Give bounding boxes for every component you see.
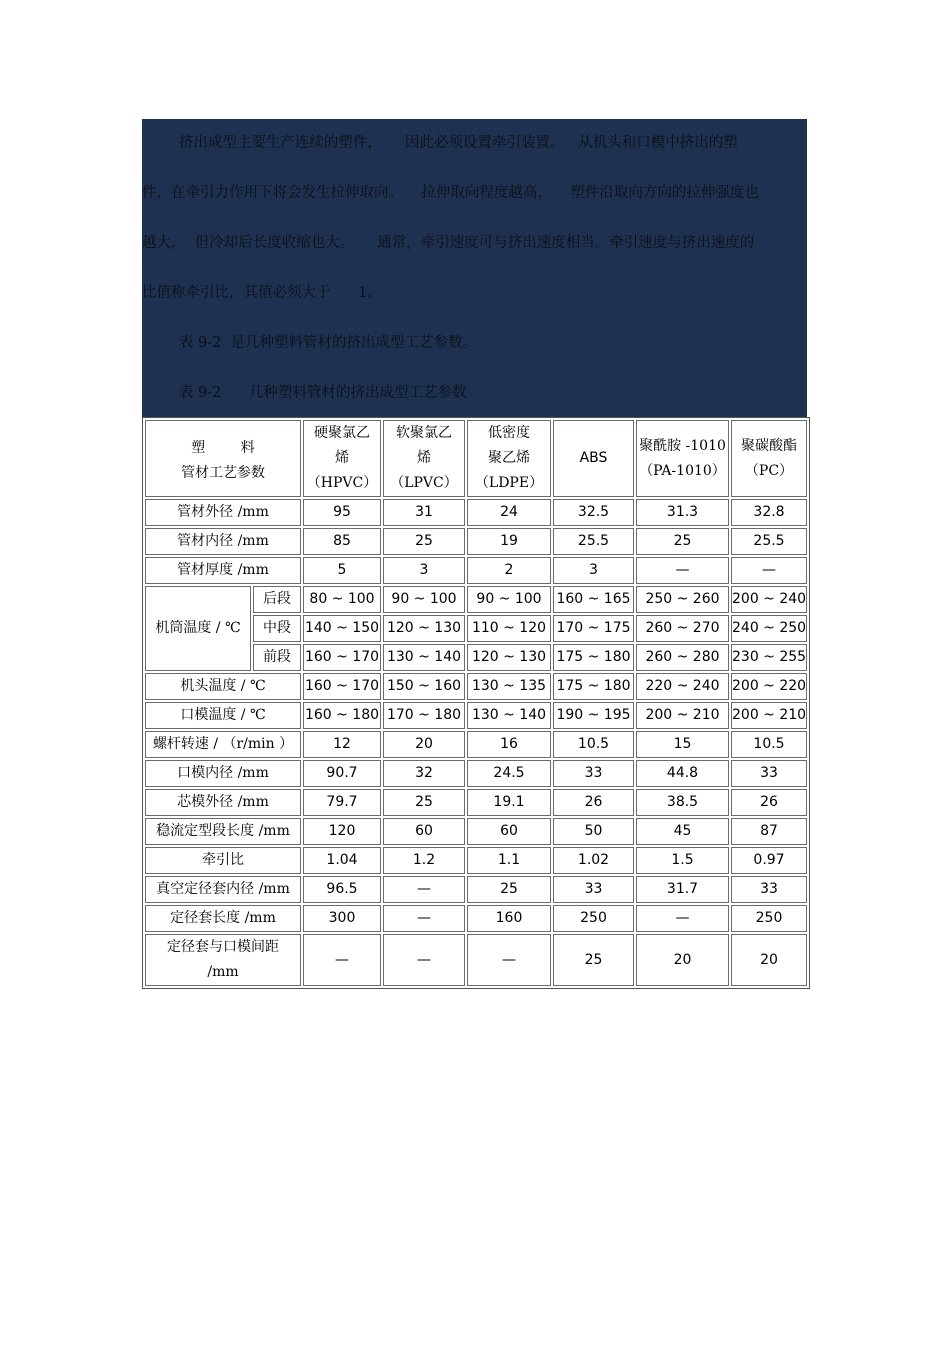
row-value: 38.5 [636, 789, 729, 816]
row-value: 25 [553, 934, 634, 986]
header-row [145, 420, 807, 497]
table-row [145, 528, 807, 555]
row-value: 1.2 [383, 847, 465, 874]
row-value: 200 ~ 220 [731, 673, 807, 700]
row-label: 定径套长度 /mm [145, 905, 301, 932]
row-value: 79.7 [303, 789, 381, 816]
row-value: 20 [383, 731, 465, 758]
row-value: 19.1 [467, 789, 551, 816]
row-value: 33 [731, 876, 807, 903]
barrel-temp-value: 175 ~ 180 [553, 644, 634, 671]
row-value: 25 [383, 789, 465, 816]
row-value: 25.5 [553, 528, 634, 555]
row-value: 170 ~ 180 [383, 702, 465, 729]
row-label: 口模内径 /mm [145, 760, 301, 787]
table-row [145, 557, 807, 584]
row-value: 45 [636, 818, 729, 845]
row-label-line1: 定径套与口模间距 [167, 939, 279, 955]
table-row [145, 760, 807, 787]
header-hpvc-l1: 硬聚氯乙 [314, 425, 370, 441]
row-value: 25 [383, 528, 465, 555]
table-row [145, 847, 807, 874]
row-value: 150 ~ 160 [383, 673, 465, 700]
row-value: 16 [467, 731, 551, 758]
header-corner-bottom: 管材工艺参数 [181, 464, 265, 481]
intro-line-1: 挤出成型主要生产连续的塑件， 因此必须设置牵引装置。 从机头和口模中挤出的塑 [142, 135, 738, 151]
barrel-temp-value: 120 ~ 130 [383, 615, 465, 642]
row-value: 87 [731, 818, 807, 845]
barrel-zone-label: 前段 [253, 644, 301, 671]
header-hpvc-l3: （HPVC） [306, 475, 378, 491]
barrel-temp-value: 90 ~ 100 [467, 586, 551, 613]
intro-line-2: 件，在牵引力作用下将会发生拉伸取向。 拉伸取向程度越高， 塑件沿取向方向的拉伸强度也 [142, 185, 759, 201]
row-value: 95 [303, 499, 381, 526]
header-abs [553, 420, 634, 497]
row-value: 31 [383, 499, 465, 526]
row-value: 5 [303, 557, 381, 584]
header-pa1010 [636, 420, 729, 497]
row-value: — [383, 905, 465, 932]
intro-line-4: 比值称牵引比，其值必须大于 1。 [142, 285, 382, 301]
table-row [145, 731, 807, 758]
row-value: — [636, 905, 729, 932]
row-value: 33 [553, 876, 634, 903]
row-value: — [467, 934, 551, 986]
barrel-temp-label: 机筒温度 / ℃ [145, 586, 251, 671]
row-value: 1.04 [303, 847, 381, 874]
row-label: 真空定径套内径 /mm [145, 876, 301, 903]
row-value: 2 [467, 557, 551, 584]
row-value: 25.5 [731, 528, 807, 555]
header-ldpe-l3: （LDPE） [474, 475, 544, 491]
header-pc-l2: （PC） [744, 462, 794, 479]
barrel-temp-value: 130 ~ 140 [383, 644, 465, 671]
header-pa1010-l2: （PA-1010） [639, 462, 726, 479]
row-value: 24.5 [467, 760, 551, 787]
row-value: — [303, 934, 381, 986]
row-value: 50 [553, 818, 634, 845]
row-label: 管材厚度 /mm [145, 557, 301, 584]
header-ldpe-l1: 低密度 [488, 425, 530, 441]
row-value: 3 [383, 557, 465, 584]
row-value: — [383, 934, 465, 986]
row-label: 管材内径 /mm [145, 528, 301, 555]
row-label: 管材外径 /mm [145, 499, 301, 526]
extrusion-parameters-table [142, 417, 810, 989]
row-value: 20 [636, 934, 729, 986]
row-label [145, 934, 301, 986]
header-lpvc [383, 420, 465, 497]
barrel-temp-value: 240 ~ 250 [731, 615, 807, 642]
barrel-temp-value: 110 ~ 120 [467, 615, 551, 642]
header-corner-top: 塑 料 [191, 439, 255, 456]
row-value: 10.5 [553, 731, 634, 758]
row-value: 3 [553, 557, 634, 584]
table-row [145, 818, 807, 845]
barrel-temp-value: 160 ~ 170 [303, 644, 381, 671]
row-value: 85 [303, 528, 381, 555]
barrel-temp-value: 230 ~ 255 [731, 644, 807, 671]
intro-line-3: 越大， 但冷却后长度收缩也大。 通常，牵引速度可与挤出速度相当。牵引速度与挤出速度的 [142, 235, 755, 251]
table-caption: 表 9-2 几种塑料管材的挤出成型工艺参数 [142, 385, 467, 401]
barrel-temp-value: 170 ~ 175 [553, 615, 634, 642]
header-lpvc-l1: 软聚氯乙 [396, 425, 452, 441]
header-ldpe [467, 420, 551, 497]
row-value: 26 [731, 789, 807, 816]
table-reference-line: 表 9-2 是几种塑料管材的挤出成型工艺参数。 [142, 335, 478, 351]
row-value: 250 [553, 905, 634, 932]
table-row [145, 673, 807, 700]
barrel-temp-value: 90 ~ 100 [383, 586, 465, 613]
barrel-temp-value: 80 ~ 100 [303, 586, 381, 613]
barrel-temp-value: 140 ~ 150 [303, 615, 381, 642]
row-label: 机头温度 / ℃ [145, 673, 301, 700]
row-value: 120 [303, 818, 381, 845]
row-value: 190 ~ 195 [553, 702, 634, 729]
row-value: 160 ~ 170 [303, 673, 381, 700]
barrel-temp-value: 200 ~ 240 [731, 586, 807, 613]
header-pc [731, 420, 807, 497]
row-value: 160 ~ 180 [303, 702, 381, 729]
row-label: 稳流定型段长度 /mm [145, 818, 301, 845]
barrel-temp-row [145, 586, 807, 613]
row-value: 1.5 [636, 847, 729, 874]
header-lpvc-l3: （LPVC） [390, 475, 458, 491]
row-value: 200 ~ 210 [731, 702, 807, 729]
barrel-zone-label: 中段 [253, 615, 301, 642]
table-row [145, 934, 807, 986]
row-label: 口模温度 / ℃ [145, 702, 301, 729]
row-value: 31.3 [636, 499, 729, 526]
row-label: 芯模外径 /mm [145, 789, 301, 816]
row-value: 1.1 [467, 847, 551, 874]
row-value: 10.5 [731, 731, 807, 758]
barrel-temp-value: 260 ~ 270 [636, 615, 729, 642]
row-value: 96.5 [303, 876, 381, 903]
row-value: 130 ~ 140 [467, 702, 551, 729]
barrel-zone-label: 后段 [253, 586, 301, 613]
row-value: 250 [731, 905, 807, 932]
row-value: 1.02 [553, 847, 634, 874]
header-lpvc-l2: 烯 [417, 450, 431, 466]
row-value: — [636, 557, 729, 584]
row-value: 26 [553, 789, 634, 816]
table-row [145, 499, 807, 526]
row-value: 32.5 [553, 499, 634, 526]
row-value: 32.8 [731, 499, 807, 526]
row-value: 24 [467, 499, 551, 526]
header-pc-l1: 聚碳酸酯 [741, 437, 797, 454]
header-ldpe-l2: 聚乙烯 [488, 450, 530, 466]
row-value: 300 [303, 905, 381, 932]
row-value: 19 [467, 528, 551, 555]
header-corner-cell [145, 420, 301, 497]
header-hpvc-l2: 烯 [335, 450, 349, 466]
barrel-temp-value: 120 ~ 130 [467, 644, 551, 671]
row-value: 160 [467, 905, 551, 932]
row-value: 90.7 [303, 760, 381, 787]
row-value: 0.97 [731, 847, 807, 874]
row-value: 15 [636, 731, 729, 758]
row-value: 20 [731, 934, 807, 986]
row-label: 螺杆转速 / （r/min ） [145, 731, 301, 758]
row-value: 12 [303, 731, 381, 758]
table-row [145, 876, 807, 903]
row-label-line2: /mm [207, 964, 239, 980]
intro-banner [142, 119, 807, 417]
row-label: 牵引比 [145, 847, 301, 874]
row-value: 25 [636, 528, 729, 555]
row-value: — [731, 557, 807, 584]
row-value: 44.8 [636, 760, 729, 787]
table-row [145, 702, 807, 729]
barrel-temp-value: 250 ~ 260 [636, 586, 729, 613]
row-value: 175 ~ 180 [553, 673, 634, 700]
row-value: 31.7 [636, 876, 729, 903]
barrel-temp-value: 260 ~ 280 [636, 644, 729, 671]
header-abs-label: ABS [579, 450, 608, 466]
row-value: 25 [467, 876, 551, 903]
table-row [145, 905, 807, 932]
row-value: 60 [383, 818, 465, 845]
table-row [145, 789, 807, 816]
row-value: — [383, 876, 465, 903]
row-value: 33 [731, 760, 807, 787]
row-value: 32 [383, 760, 465, 787]
row-value: 33 [553, 760, 634, 787]
barrel-temp-value: 160 ~ 165 [553, 586, 634, 613]
row-value: 200 ~ 210 [636, 702, 729, 729]
header-pa1010-l1: 聚酰胺 -1010 [639, 437, 726, 454]
row-value: 130 ~ 135 [467, 673, 551, 700]
row-value: 220 ~ 240 [636, 673, 729, 700]
row-value: 60 [467, 818, 551, 845]
header-hpvc [303, 420, 381, 497]
